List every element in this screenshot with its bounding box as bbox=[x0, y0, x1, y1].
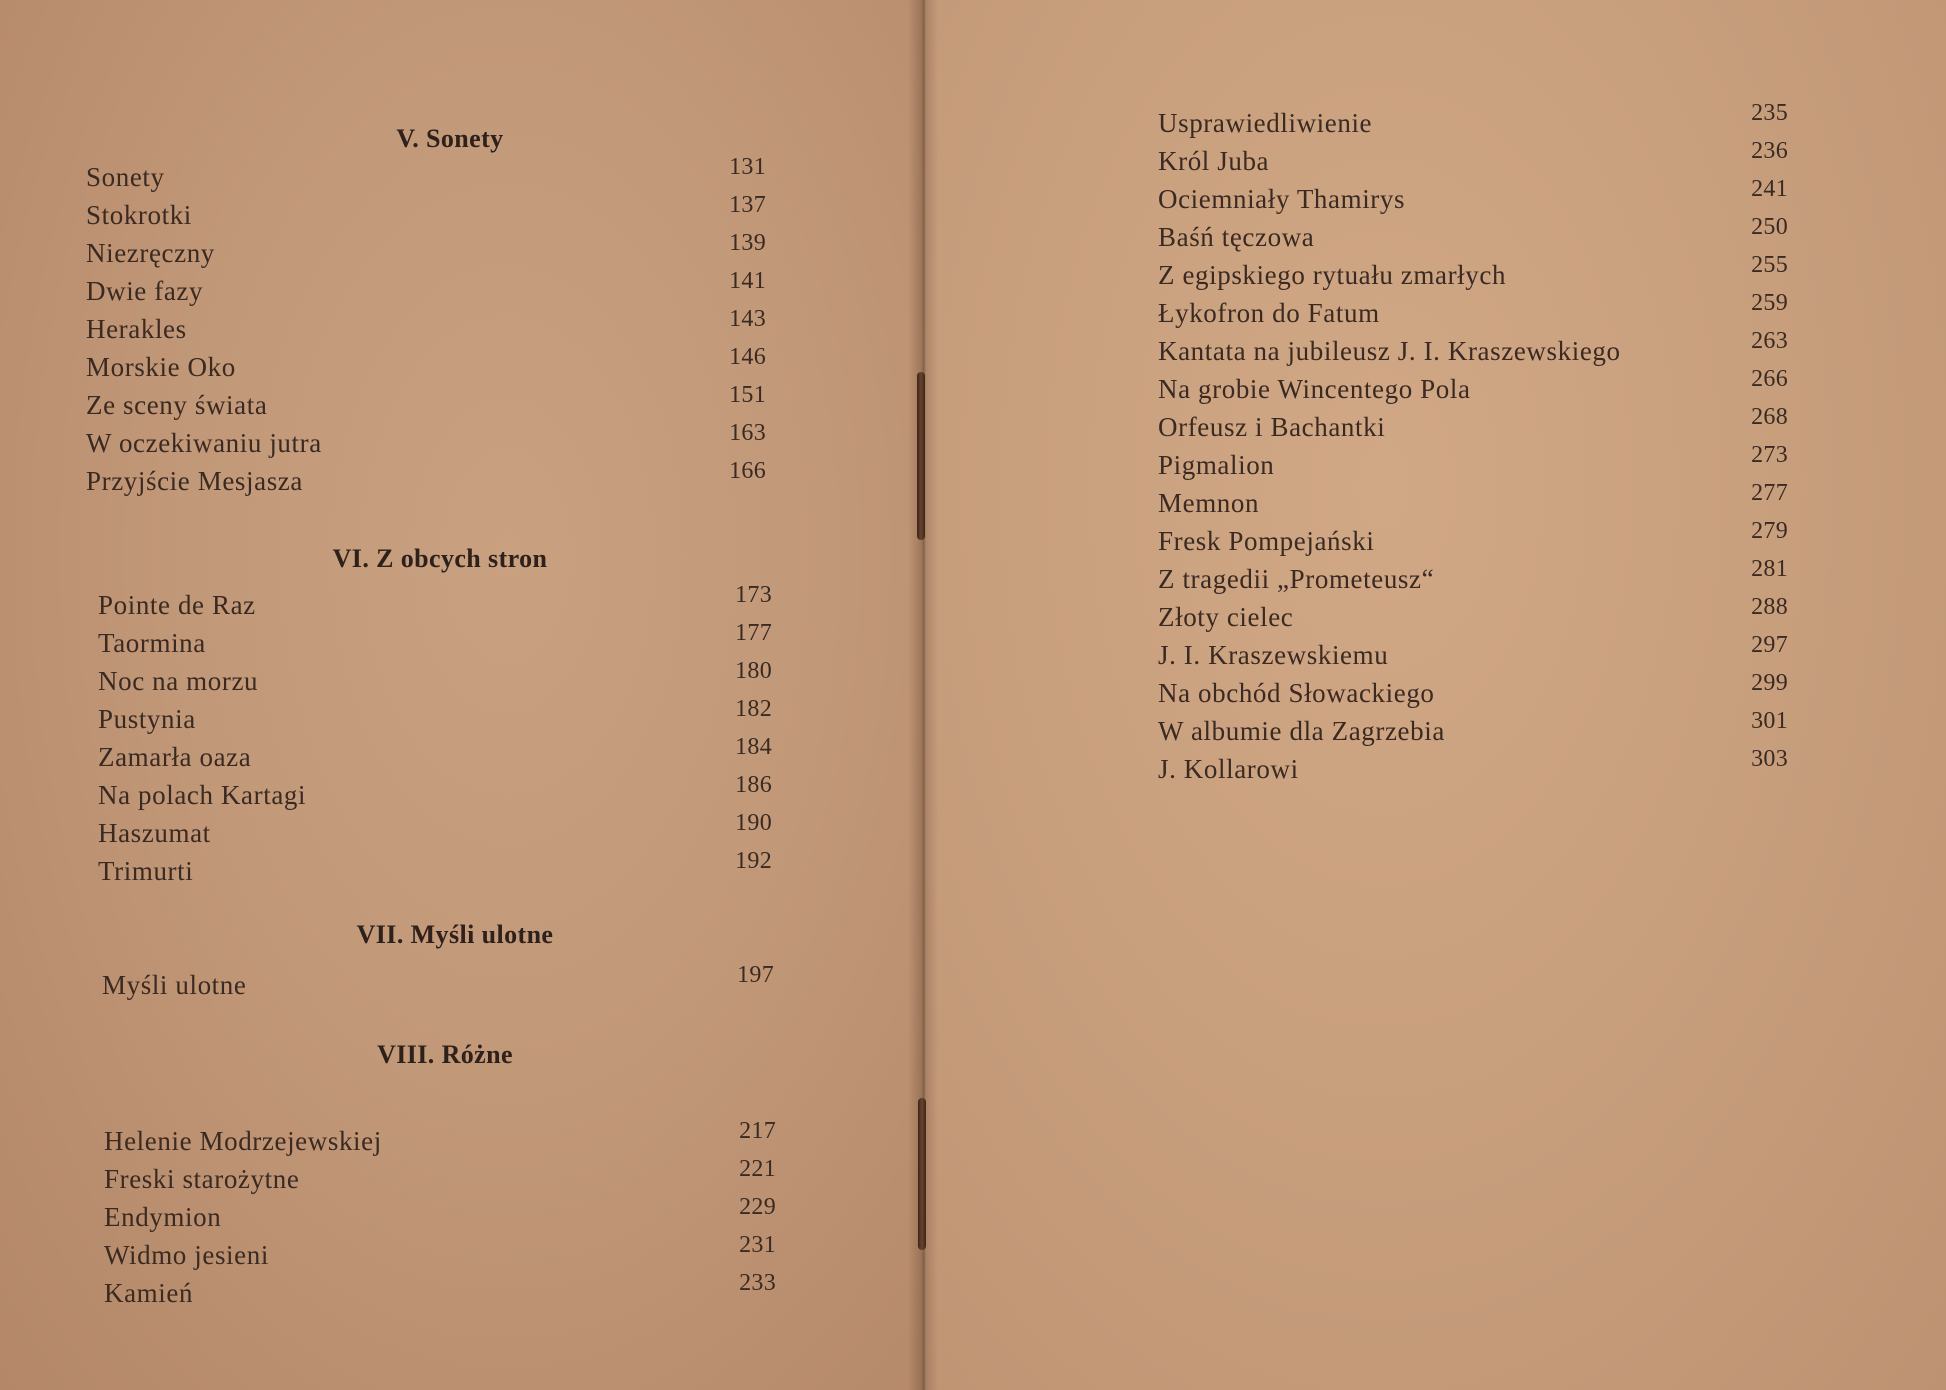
entry-title: Widmo jesieni bbox=[104, 1240, 269, 1270]
entry-title: Trimurti bbox=[98, 856, 194, 886]
entry-page: 236 bbox=[1751, 138, 1788, 164]
entry-title: Kantata na jubileusz J. I. Kraszewskiego bbox=[1158, 336, 1621, 366]
entry-page: 273 bbox=[1751, 442, 1788, 468]
entry-title: Łykofron do Fatum bbox=[1158, 298, 1380, 328]
entry-title: Ze sceny świata bbox=[86, 390, 268, 420]
entry-title: Myśli ulotne bbox=[102, 970, 247, 1000]
entry-page: 268 bbox=[1751, 404, 1788, 430]
entry-page: 217 bbox=[739, 1118, 776, 1144]
entry-page: 288 bbox=[1751, 594, 1788, 620]
toc-entry bbox=[1158, 556, 1788, 600]
toc-entry bbox=[1158, 252, 1788, 296]
toc-entry bbox=[1158, 442, 1788, 486]
entry-title: W oczekiwaniu jutra bbox=[86, 428, 322, 458]
entry-page: 279 bbox=[1751, 518, 1788, 544]
right-page bbox=[922, 0, 1946, 1390]
entry-title: Pointe de Raz bbox=[98, 590, 256, 620]
entry-title: Freski starożytne bbox=[104, 1164, 300, 1194]
entry-page: 137 bbox=[729, 192, 766, 218]
entry-page: 263 bbox=[1751, 328, 1788, 354]
entry-page: 235 bbox=[1751, 100, 1788, 126]
entry-page: 173 bbox=[735, 582, 772, 608]
section-heading: VII. Myśli ulotne bbox=[356, 920, 554, 949]
entry-title: Kamień bbox=[104, 1278, 194, 1308]
toc-entry bbox=[1158, 670, 1788, 714]
entry-page: 177 bbox=[735, 620, 772, 646]
toc-entry bbox=[104, 1156, 776, 1200]
entry-page: 233 bbox=[739, 1270, 776, 1296]
staple-top bbox=[917, 372, 925, 540]
entry-page: 255 bbox=[1751, 252, 1788, 278]
entry-page: 301 bbox=[1751, 708, 1788, 734]
entry-page: 182 bbox=[735, 696, 772, 722]
toc-entry bbox=[86, 458, 766, 502]
entry-title: Memnon bbox=[1158, 488, 1260, 518]
toc-entry bbox=[1158, 290, 1788, 334]
toc-entry bbox=[1158, 594, 1788, 638]
entry-title: J. I. Kraszewskiemu bbox=[1158, 640, 1389, 670]
entry-page: 192 bbox=[735, 848, 772, 874]
entry-title: Z tragedii „Prometeusz“ bbox=[1158, 564, 1435, 594]
entry-page: 259 bbox=[1751, 290, 1788, 316]
entry-page: 231 bbox=[739, 1232, 776, 1258]
toc-entry bbox=[98, 848, 772, 892]
toc-entry bbox=[98, 772, 772, 816]
toc-list bbox=[104, 1118, 776, 1314]
entry-page: 146 bbox=[729, 344, 766, 370]
entry-page: 297 bbox=[1751, 632, 1788, 658]
toc-entry bbox=[1158, 746, 1788, 790]
toc-entry bbox=[98, 620, 772, 664]
entry-title: Król Juba bbox=[1158, 146, 1270, 176]
entry-title: Fresk Pompejański bbox=[1158, 526, 1375, 556]
toc-entry bbox=[104, 1118, 776, 1162]
entry-title: J. Kollarowi bbox=[1158, 754, 1299, 784]
toc-entry bbox=[98, 810, 772, 854]
toc-entry bbox=[86, 192, 766, 236]
entry-title: Stokrotki bbox=[86, 200, 192, 230]
toc-entry bbox=[86, 154, 766, 198]
entry-page: 277 bbox=[1751, 480, 1788, 506]
toc-list bbox=[98, 582, 772, 892]
entry-title: Pigmalion bbox=[1158, 450, 1275, 480]
toc-entry bbox=[1158, 632, 1788, 676]
entry-page: 141 bbox=[729, 268, 766, 294]
entry-page: 197 bbox=[737, 962, 774, 988]
toc-entry bbox=[86, 268, 766, 312]
toc-list bbox=[1158, 100, 1788, 790]
toc-entry bbox=[86, 382, 766, 426]
toc-entry bbox=[1158, 708, 1788, 752]
entry-page: 250 bbox=[1751, 214, 1788, 240]
toc-list bbox=[86, 154, 766, 502]
entry-title: Dwie fazy bbox=[86, 276, 204, 306]
entry-page: 180 bbox=[735, 658, 772, 684]
toc-entry bbox=[1158, 214, 1788, 258]
entry-title: Usprawiedliwienie bbox=[1158, 108, 1373, 138]
toc-entry bbox=[86, 306, 766, 350]
entry-page: 184 bbox=[735, 734, 772, 760]
entry-page: 229 bbox=[739, 1194, 776, 1220]
entry-title: W albumie dla Zagrzebia bbox=[1158, 716, 1445, 746]
entry-page: 131 bbox=[729, 154, 766, 180]
entry-page: 143 bbox=[729, 306, 766, 332]
entry-page: 163 bbox=[729, 420, 766, 446]
entry-title: Taormina bbox=[98, 628, 206, 658]
entry-title: Endymion bbox=[104, 1202, 222, 1232]
entry-title: Na polach Kartagi bbox=[98, 780, 307, 810]
toc-entry bbox=[86, 230, 766, 274]
toc-entry bbox=[98, 582, 772, 626]
section-heading: VIII. Różne bbox=[377, 1040, 513, 1069]
toc-entry bbox=[1158, 100, 1788, 144]
toc-entry bbox=[1158, 366, 1788, 410]
entry-page: 266 bbox=[1751, 366, 1788, 392]
entry-title: Helenie Modrzejewskiej bbox=[104, 1126, 382, 1156]
toc-entry bbox=[86, 344, 766, 388]
toc-entry bbox=[1158, 518, 1788, 562]
entry-page: 221 bbox=[739, 1156, 776, 1182]
entry-title: Herakles bbox=[86, 314, 187, 344]
toc-entry bbox=[1158, 480, 1788, 524]
toc-entry bbox=[98, 734, 772, 778]
left-page bbox=[0, 0, 922, 1390]
toc-entry bbox=[98, 658, 772, 702]
entry-title: Na grobie Wincentego Pola bbox=[1158, 374, 1471, 404]
entry-page: 241 bbox=[1751, 176, 1788, 202]
entry-title: Baśń tęczowa bbox=[1158, 222, 1315, 252]
toc-entry bbox=[102, 962, 774, 1006]
entry-page: 303 bbox=[1751, 746, 1788, 772]
toc-entry bbox=[1158, 404, 1788, 448]
entry-title: Niezręczny bbox=[86, 238, 215, 268]
section-heading: V. Sonety bbox=[396, 124, 504, 153]
entry-title: Na obchód Słowackiego bbox=[1158, 678, 1435, 708]
entry-page: 139 bbox=[729, 230, 766, 256]
section-heading: VI. Z obcych stron bbox=[332, 544, 548, 573]
entry-title: Złoty cielec bbox=[1158, 602, 1294, 632]
toc-entry bbox=[98, 696, 772, 740]
toc-entry bbox=[104, 1232, 776, 1276]
entry-title: Przyjście Mesjasza bbox=[86, 466, 303, 496]
toc-entry bbox=[1158, 176, 1788, 220]
entry-title: Pustynia bbox=[98, 704, 196, 734]
toc-entry bbox=[1158, 328, 1788, 372]
entry-title: Haszumat bbox=[98, 818, 211, 848]
entry-title: Noc na morzu bbox=[98, 666, 259, 696]
entry-page: 186 bbox=[735, 772, 772, 798]
entry-page: 166 bbox=[729, 458, 766, 484]
entry-title: Morskie Oko bbox=[86, 352, 236, 382]
entry-title: Ociemniały Thamirys bbox=[1158, 184, 1406, 214]
entry-page: 299 bbox=[1751, 670, 1788, 696]
entry-title: Orfeusz i Bachantki bbox=[1158, 412, 1386, 442]
entry-title: Zamarła oaza bbox=[98, 742, 252, 772]
entry-title: Z egipskiego rytuału zmarłych bbox=[1158, 260, 1507, 290]
entry-title: Sonety bbox=[86, 162, 165, 192]
toc-entry bbox=[104, 1194, 776, 1238]
entry-page: 190 bbox=[735, 810, 772, 836]
toc-entry bbox=[86, 420, 766, 464]
toc-entry bbox=[104, 1270, 776, 1314]
entry-page: 151 bbox=[729, 382, 766, 408]
toc-entry bbox=[1158, 138, 1788, 182]
toc-list bbox=[102, 962, 774, 1006]
staple-bottom bbox=[918, 1098, 926, 1250]
entry-page: 281 bbox=[1751, 556, 1788, 582]
